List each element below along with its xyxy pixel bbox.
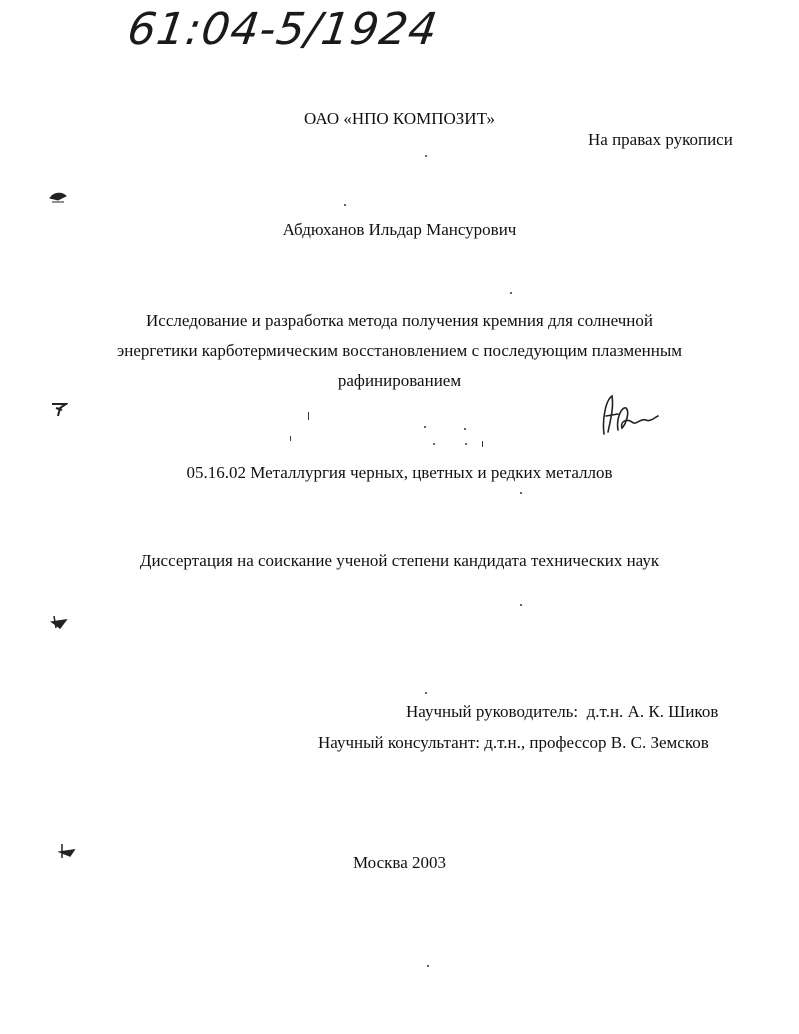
speck [520,604,522,606]
binding-mark-4 [58,842,76,860]
title-line-3: рафинированием [337,371,462,390]
speck [427,965,429,967]
organization-name: ОАО «НПО КОМПОЗИТ» [303,109,496,128]
supervisor-label: Научный руководитель: [406,702,579,721]
speck [308,412,309,420]
speck [465,443,467,445]
supervisor-name: д.т.н. А. К. Шиков [586,702,719,721]
handwritten-archive-number: 61:04-5/1924 [124,4,442,55]
speck [510,292,512,294]
binding-mark-2 [50,400,68,418]
speck [425,692,427,694]
dissertation-type: Диссертация на соискание ученой степени кандидата технических наук [139,551,660,570]
author-name: Абдюханов Ильдар Мансурович [282,220,517,239]
speck [425,155,427,157]
speck [290,436,291,441]
title-line-1: Исследование и разработка метода получения кремния для солнечной [146,311,653,330]
specialty-code: 05.16.02 Металлургия черных, цветных и редких металлов [186,463,613,482]
speck [433,443,435,445]
speck [464,428,466,430]
consultant-label: Научный консультант: [318,733,480,752]
binding-mark-3 [50,612,68,630]
supervisor-line [406,702,718,722]
city-year: Москва 2003 [352,853,447,872]
title-line-2: энергетики карботермическим восстановлением с последующим плазменным [116,341,683,360]
binding-mark-1 [48,190,68,204]
manuscript-rights-note: На правах рукописи [588,130,733,149]
consultant-line [318,733,709,753]
speck [520,492,522,494]
consultant-name: д.т.н., профессор В. С. Земсков [484,733,709,752]
speck [344,204,346,206]
signature-mark [596,388,660,438]
speck [482,441,483,447]
speck [424,426,426,428]
